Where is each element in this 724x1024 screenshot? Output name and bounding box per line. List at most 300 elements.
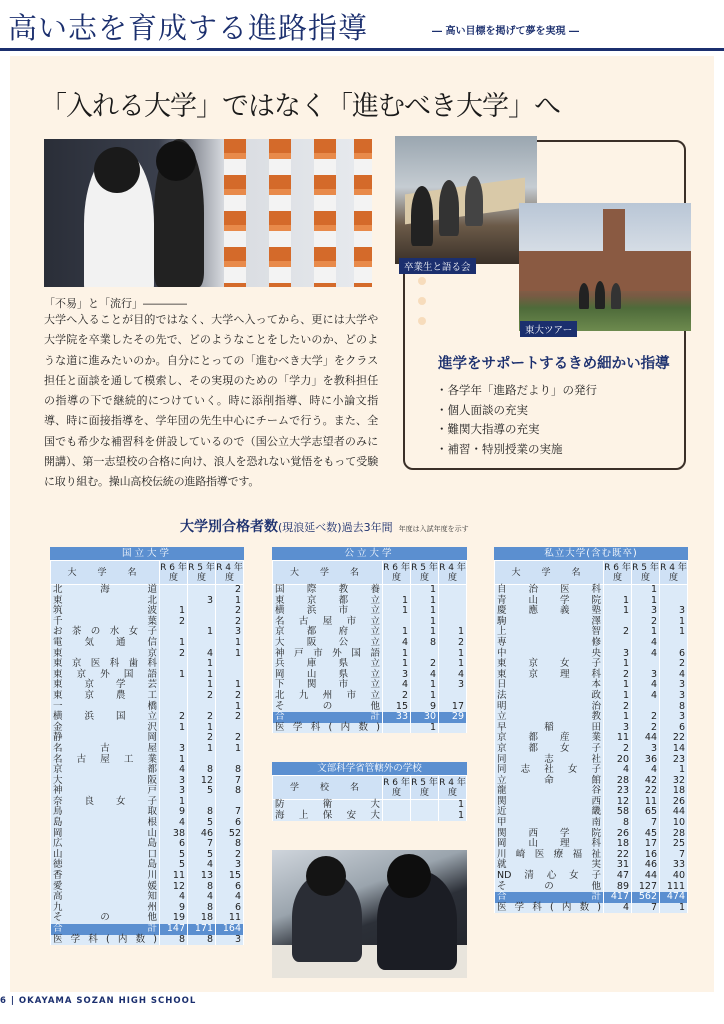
- cell-count: 5: [160, 860, 188, 871]
- col-r6: R 6 年度: [383, 562, 410, 583]
- bookshelf: [224, 139, 246, 287]
- page-header: [0, 0, 724, 52]
- cell-count: 23: [604, 786, 632, 797]
- col-r6: R 6 年度: [383, 777, 410, 798]
- cell-count: 18: [660, 786, 688, 797]
- cell-name: 広島: [51, 839, 160, 850]
- decor-dot: [418, 277, 426, 285]
- support-item: ・難関大指導の充実: [436, 422, 540, 436]
- cell-count: 3: [660, 680, 688, 691]
- cell-count: 2: [632, 712, 660, 723]
- cell-count: 3: [632, 606, 660, 617]
- cell-name: 立命館: [495, 776, 604, 787]
- student-head: [94, 147, 140, 193]
- cell-name: お茶の水女子: [51, 627, 160, 638]
- cell-name: 名古屋市立: [273, 617, 383, 628]
- cell-count: [383, 723, 411, 734]
- public-university-table: [272, 547, 467, 733]
- cell-count: [160, 585, 188, 596]
- cell-count: 2: [632, 617, 660, 628]
- cell-count: [160, 680, 188, 691]
- cell-count: 1: [411, 680, 439, 691]
- cell-name: 合計: [495, 892, 604, 903]
- cell-count: 3: [160, 786, 188, 797]
- cell-name: 合計: [273, 712, 383, 723]
- col-r4: R 4 年度: [216, 562, 243, 583]
- cell-count: 7: [632, 903, 660, 914]
- cell-count: 1: [411, 627, 439, 638]
- cell-name: 神戸市外国語: [273, 649, 383, 660]
- cell-count: 8: [188, 935, 216, 946]
- cell-name: 北海道: [51, 585, 160, 596]
- cell-name: 大阪公立: [273, 638, 383, 649]
- cell-count: 1: [411, 723, 439, 734]
- cell-name: 川崎医療福祉: [495, 850, 604, 861]
- cell-name: ND清心女子: [495, 871, 604, 882]
- cell-name: 徳島: [51, 860, 160, 871]
- cell-name: 中央: [495, 649, 604, 660]
- cell-count: 2: [604, 670, 632, 681]
- col-r5: R 5 年度: [632, 562, 659, 583]
- cell-count: 4: [383, 680, 411, 691]
- col-r5: R 5 年度: [411, 562, 438, 583]
- cell-name: 大阪: [51, 776, 160, 787]
- cell-name: 山口: [51, 850, 160, 861]
- table-body: [273, 800, 467, 822]
- cell-name: 鳥取: [51, 807, 160, 818]
- student-figure: [595, 281, 605, 309]
- table-row: [51, 691, 244, 702]
- cell-count: 22: [604, 850, 632, 861]
- cell-name: 東北: [51, 596, 160, 607]
- cell-count: 1: [604, 712, 632, 723]
- support-item: ・個人面談の充実: [436, 402, 528, 417]
- cell-name: 甲南: [495, 818, 604, 829]
- cell-count: 4: [160, 818, 188, 829]
- cell-count: 8: [188, 903, 216, 914]
- cell-count: [160, 691, 188, 702]
- table-row: [273, 811, 467, 822]
- cell-count: 18: [188, 913, 216, 924]
- cell-count: 42: [632, 776, 660, 787]
- cell-count: 36: [632, 755, 660, 766]
- cell-count: 3: [216, 860, 244, 871]
- results-title-main: 大学別合格者数: [180, 519, 278, 535]
- cell-count: 8: [216, 786, 244, 797]
- cell-count: 1: [411, 585, 439, 596]
- campus-building: [519, 251, 691, 291]
- cell-count: 1: [188, 670, 216, 681]
- cell-count: 1: [160, 797, 188, 808]
- cell-name: 横浜市立: [273, 606, 383, 617]
- header-rule: [0, 48, 724, 51]
- cell-count: 2: [383, 691, 411, 702]
- cell-count: 3: [632, 670, 660, 681]
- cell-name: 国際教養: [273, 585, 383, 596]
- cell-count: 2: [216, 733, 244, 744]
- cell-count: 4: [216, 892, 244, 903]
- private-university-table: [494, 547, 688, 913]
- table-row: [273, 800, 467, 811]
- cell-count: 171: [188, 924, 216, 935]
- cell-count: 1: [660, 617, 688, 628]
- cell-name: 医学科(内数): [495, 903, 604, 914]
- table-caption: 文部科学省管轄外の学校: [272, 762, 467, 775]
- support-title: 進学をサポートするきめ細かい指導: [438, 356, 670, 372]
- cell-count: 4: [188, 649, 216, 660]
- cell-name: その他: [495, 882, 604, 893]
- cell-count: 3: [188, 596, 216, 607]
- cell-count: 6: [660, 723, 688, 734]
- support-list: [436, 381, 597, 459]
- cell-count: [660, 638, 688, 649]
- cell-count: 562: [632, 892, 660, 903]
- cell-count: 28: [604, 776, 632, 787]
- medical-row: [495, 903, 688, 914]
- study-session-photo: [272, 850, 467, 978]
- cell-name: 東京女子: [495, 659, 604, 670]
- cell-count: 1: [604, 680, 632, 691]
- cell-count: 1: [383, 627, 411, 638]
- cell-count: 3: [439, 680, 467, 691]
- student-figure: [411, 186, 433, 246]
- cell-count: 1: [660, 765, 688, 776]
- cell-count: 12: [160, 882, 188, 893]
- cell-count: 3: [632, 744, 660, 755]
- col-r5: R 5 年度: [188, 562, 215, 583]
- cell-name: 慶應義塾: [495, 606, 604, 617]
- cell-count: 2: [604, 702, 632, 713]
- cell-count: 2: [660, 659, 688, 670]
- col-name: 学 校 名: [273, 776, 383, 800]
- col-r6: R 6 年度: [604, 562, 631, 583]
- cell-name: 北九州市立: [273, 691, 383, 702]
- cell-name: 下関市立: [273, 680, 383, 691]
- cell-count: 127: [632, 882, 660, 893]
- student-figure: [579, 283, 589, 309]
- student-head: [156, 141, 196, 181]
- col-name: 大 学 名: [273, 561, 383, 585]
- cell-count: 19: [160, 913, 188, 924]
- cell-count: [411, 800, 439, 811]
- cell-count: 15: [383, 702, 411, 713]
- cell-count: 20: [604, 755, 632, 766]
- total-row: [51, 924, 244, 935]
- cell-count: 1: [604, 596, 632, 607]
- bookshelf: [354, 139, 372, 287]
- cell-count: 4: [411, 670, 439, 681]
- cell-count: 8: [188, 807, 216, 818]
- cell-count: 2: [216, 585, 244, 596]
- cell-name: 合計: [51, 924, 160, 935]
- cell-name: 龍谷: [495, 786, 604, 797]
- cell-count: [604, 638, 632, 649]
- cell-name: 一橋: [51, 702, 160, 713]
- cell-count: 58: [604, 807, 632, 818]
- cell-count: 1: [216, 596, 244, 607]
- cell-count: 1: [604, 606, 632, 617]
- cell-count: 4: [160, 892, 188, 903]
- cell-count: [439, 585, 467, 596]
- cell-count: 12: [188, 776, 216, 787]
- cell-count: 1: [160, 723, 188, 734]
- cell-count: 44: [632, 733, 660, 744]
- cell-name: 専修: [495, 638, 604, 649]
- cell-count: 4: [632, 765, 660, 776]
- cell-count: 45: [632, 829, 660, 840]
- cell-count: 417: [604, 892, 632, 903]
- cell-name: 関西学院: [495, 829, 604, 840]
- cell-name: 東京都立: [273, 596, 383, 607]
- cell-count: 32: [660, 776, 688, 787]
- cell-count: 3: [660, 691, 688, 702]
- cell-count: 2: [188, 712, 216, 723]
- cell-name: 金沢: [51, 723, 160, 734]
- cell-count: 4: [632, 691, 660, 702]
- cell-name: 防衛大: [273, 800, 383, 811]
- cell-count: 17: [439, 702, 467, 713]
- table-row: [273, 691, 467, 702]
- cell-count: 9: [160, 807, 188, 818]
- cell-count: 8: [660, 702, 688, 713]
- cell-count: 1: [383, 606, 411, 617]
- table-caption: 私立大学(含む既卒): [494, 547, 688, 560]
- cell-name: 就実: [495, 860, 604, 871]
- cell-count: 147: [160, 924, 188, 935]
- students-bookshelf-photo: [44, 139, 372, 287]
- table-row: [495, 691, 688, 702]
- cell-count: 46: [632, 860, 660, 871]
- cell-name: 青山学院: [495, 596, 604, 607]
- cell-count: 14: [660, 744, 688, 755]
- cell-name: 東京理科: [495, 670, 604, 681]
- cell-name: 岡山: [51, 829, 160, 840]
- cell-count: 1: [411, 596, 439, 607]
- cell-count: 1: [216, 680, 244, 691]
- cell-count: 1: [604, 659, 632, 670]
- decor-dot: [418, 317, 426, 325]
- cell-count: 1: [383, 659, 411, 670]
- cell-count: [383, 585, 411, 596]
- cell-count: 7: [216, 807, 244, 818]
- cell-count: 7: [660, 850, 688, 861]
- cell-name: その他: [51, 913, 160, 924]
- cell-count: 8: [188, 765, 216, 776]
- cell-count: 4: [604, 765, 632, 776]
- cell-name: 東京学芸: [51, 680, 160, 691]
- cell-name: 筑波: [51, 606, 160, 617]
- cell-name: 海上保安大: [273, 811, 383, 822]
- cell-count: 1: [411, 606, 439, 617]
- cell-count: 3: [216, 935, 244, 946]
- cell-count: 1: [439, 659, 467, 670]
- student-head: [387, 854, 431, 898]
- cell-count: 4: [188, 892, 216, 903]
- table-row: [495, 744, 688, 755]
- cell-name: 同志社女子: [495, 765, 604, 776]
- page-footer: 6 | OKAYAMA SOZAN HIGH SCHOOL: [0, 996, 197, 1006]
- cell-count: 1: [188, 744, 216, 755]
- cell-count: 6: [216, 903, 244, 914]
- cell-count: 18: [604, 839, 632, 850]
- cell-count: 1: [411, 691, 439, 702]
- table-caption: 公立大学: [272, 547, 467, 560]
- cell-count: 30: [411, 712, 439, 723]
- photo-caption-alumni: 卒業生と語る会: [399, 258, 476, 274]
- table-row: [51, 638, 244, 649]
- cell-count: 40: [660, 871, 688, 882]
- cell-count: 7: [632, 818, 660, 829]
- cell-count: 2: [632, 723, 660, 734]
- cell-count: 22: [660, 733, 688, 744]
- cell-count: 7: [216, 776, 244, 787]
- cell-count: 164: [216, 924, 244, 935]
- support-item: ・各学年「進路だより」の発行: [436, 383, 597, 397]
- cell-count: 4: [439, 670, 467, 681]
- cell-count: 7: [188, 839, 216, 850]
- cell-count: 15: [216, 871, 244, 882]
- cell-name: 上智: [495, 627, 604, 638]
- photo-caption-todai: 東大ツアー: [520, 321, 577, 337]
- cell-count: 9: [160, 903, 188, 914]
- student-figure: [465, 176, 483, 226]
- cell-count: 26: [660, 797, 688, 808]
- cell-count: 4: [660, 670, 688, 681]
- cell-count: 2: [188, 733, 216, 744]
- cell-count: 8: [216, 839, 244, 850]
- cell-name: 医学科(内数): [51, 935, 160, 946]
- cell-count: 1: [216, 638, 244, 649]
- cell-count: 1: [216, 744, 244, 755]
- cell-name: 東京: [51, 649, 160, 660]
- cell-count: 8: [160, 935, 188, 946]
- cell-count: 1: [439, 811, 467, 822]
- cell-name: 法政: [495, 691, 604, 702]
- cell-name: 兵庫県立: [273, 659, 383, 670]
- bookshelf: [314, 139, 336, 287]
- cell-name: 京都: [51, 765, 160, 776]
- cell-count: 5: [188, 786, 216, 797]
- cell-count: [188, 585, 216, 596]
- cell-count: 4: [383, 638, 411, 649]
- cell-count: 47: [604, 871, 632, 882]
- cell-count: 3: [160, 744, 188, 755]
- cell-count: 8: [604, 818, 632, 829]
- cell-count: 1: [632, 627, 660, 638]
- cell-count: 52: [216, 829, 244, 840]
- cell-name: 愛媛: [51, 882, 160, 893]
- cell-count: 4: [160, 765, 188, 776]
- cell-name: 名古屋: [51, 744, 160, 755]
- cell-name: 静岡: [51, 733, 160, 744]
- cell-count: 26: [604, 829, 632, 840]
- col-name: 大 学 名: [495, 561, 604, 585]
- cell-count: 5: [188, 850, 216, 861]
- cell-name: 京都産業: [495, 733, 604, 744]
- cell-count: 33: [660, 860, 688, 871]
- cell-count: 1: [660, 903, 688, 914]
- cell-count: 4: [632, 680, 660, 691]
- cell-count: 8: [216, 765, 244, 776]
- cell-count: 2: [216, 606, 244, 617]
- table-row: [495, 585, 688, 596]
- cell-name: 電気通信: [51, 638, 160, 649]
- cell-count: 1: [660, 627, 688, 638]
- todai-tour-photo: [519, 203, 691, 331]
- cell-count: 89: [604, 882, 632, 893]
- table-row: [51, 744, 244, 755]
- cell-count: 1: [439, 800, 467, 811]
- cell-count: 1: [160, 755, 188, 766]
- cell-count: 2: [160, 712, 188, 723]
- cell-name: 東京農工: [51, 691, 160, 702]
- cell-count: 2: [411, 659, 439, 670]
- cell-count: 5: [160, 850, 188, 861]
- cell-count: 1: [216, 649, 244, 660]
- cell-count: 2: [604, 744, 632, 755]
- cell-count: 16: [632, 850, 660, 861]
- cell-count: 5: [188, 818, 216, 829]
- cell-count: 11: [632, 797, 660, 808]
- cell-count: [439, 606, 467, 617]
- cell-count: 44: [660, 807, 688, 818]
- cell-count: 1: [188, 659, 216, 670]
- support-item: ・補習・特別授業の実施: [436, 441, 563, 456]
- cell-name: 日本: [495, 680, 604, 691]
- cell-name: 岡山理科: [495, 839, 604, 850]
- cell-count: [383, 811, 411, 822]
- cell-name: 神戸: [51, 786, 160, 797]
- cell-count: 13: [188, 871, 216, 882]
- cell-count: 3: [216, 627, 244, 638]
- col-r5: R 5 年度: [411, 777, 438, 798]
- cell-count: 1: [632, 596, 660, 607]
- cell-count: 29: [439, 712, 467, 723]
- cell-count: [660, 585, 688, 596]
- results-note: 年度は入試年度を示す: [398, 525, 469, 533]
- table-caption: 国立大学: [50, 547, 244, 560]
- cell-name: 近畿: [495, 807, 604, 818]
- cell-count: 8: [188, 882, 216, 893]
- results-title: [180, 516, 469, 536]
- student-figure: [611, 283, 621, 309]
- cell-name: 名古屋工業: [51, 755, 160, 766]
- cell-count: 11: [604, 733, 632, 744]
- cell-count: 3: [383, 670, 411, 681]
- cell-name: 東京外国語: [51, 670, 160, 681]
- cell-count: 1: [188, 680, 216, 691]
- cell-count: 2: [216, 850, 244, 861]
- cell-count: 1: [632, 585, 660, 596]
- cell-name: 京都女子: [495, 744, 604, 755]
- national-university-table: [50, 547, 244, 945]
- cell-count: 3: [660, 712, 688, 723]
- cell-count: 3: [604, 723, 632, 734]
- medical-row: [273, 723, 467, 734]
- cell-count: 1: [411, 617, 439, 628]
- cell-name: 駒澤: [495, 617, 604, 628]
- cell-name: 立教: [495, 712, 604, 723]
- table-row: [273, 585, 467, 596]
- cell-count: 1: [216, 702, 244, 713]
- col-name: 大 学 名: [51, 561, 160, 585]
- cell-count: 22: [632, 786, 660, 797]
- table-body: [273, 585, 467, 734]
- col-r4: R 4 年度: [439, 777, 466, 798]
- student-head: [306, 856, 346, 896]
- table-body: [51, 585, 244, 946]
- page-title: 高い志を育成する進路指導: [8, 11, 369, 45]
